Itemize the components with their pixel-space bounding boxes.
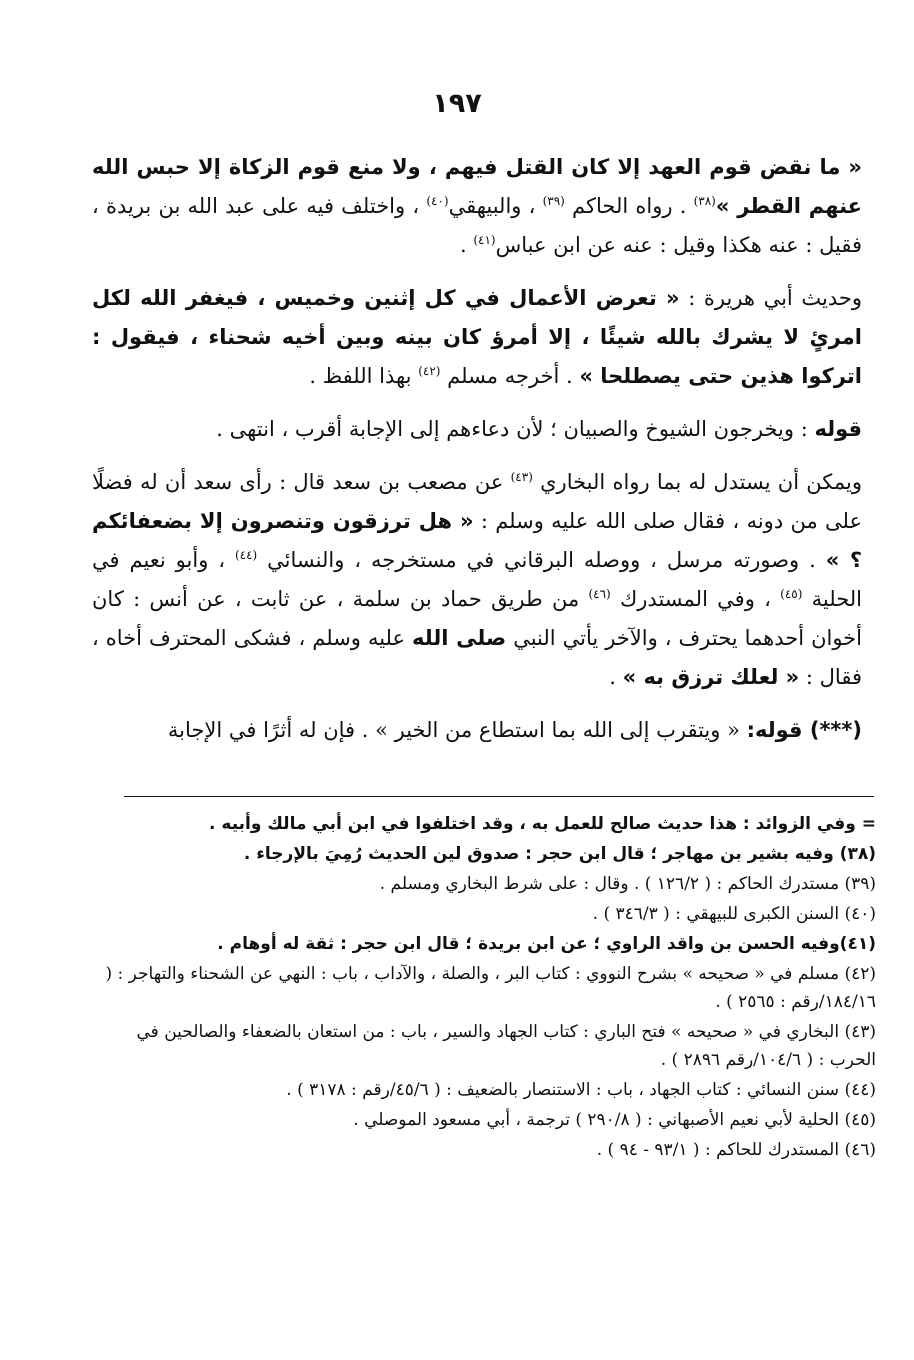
main-text — [92, 148, 862, 750]
text-span: : ويخرجون الشيوخ والصبيان ؛ لأن دعاءهم إلى الإجابة أقرب ، انتهى . — [216, 417, 815, 441]
hadith-quote: « ما نقض قوم العهد إلا كان القتل فيهم ، ولا منع قوم الزكاة إلا حبس الله عنهم القطر » — [92, 155, 863, 218]
quote-label: (***) قوله: — [746, 718, 862, 742]
text-span: وحديث أبي هريرة : — [679, 286, 862, 310]
footnote-divider — [124, 796, 874, 797]
footnote-40: (٤٠) السنن الكبرى للبيهقي : ( ٣٤٦/٣ ) . — [592, 904, 876, 924]
text-span: « ويتقرب إلى الله بما استطاع من الخير » . فإن له أثرًا في الإجابة — [167, 718, 747, 742]
text-span: عليه وسلم ، فشكى المحترف أخاه ، فقال : — [92, 626, 862, 689]
footnote-continuation: = وفي الزوائد : هذا حديث صالح للعمل به ، وقد اختلفوا في ابن أبي مالك وأبيه . — [209, 814, 876, 834]
footnote-42: (٤٢) مسلم في « صحيحه » بشرح النووي : كتاب البر ، والصلة ، والآداب ، باب : النهي عن الشحناء والتهاجر : ( ١٨٤/١٦/رقم : ٢٥٦٥ ) . — [105, 964, 876, 1012]
paragraph-3 — [92, 410, 862, 449]
text-span: . — [459, 233, 474, 257]
footnote-ref: (٣٩) — [542, 194, 565, 208]
text-span: . أخرجه مسلم — [440, 364, 580, 388]
text-span: من طريق حماد بن سلمة ، عن ثابت ، عن أنس : كان أخوان أحدهما يحترف ، والآخر يأتي النبي — [92, 587, 862, 650]
footnote-38: (٣٨) وفيه بشير بن مهاجر ؛ قال ابن حجر : صدوق لين الحديث رُمِيَ بالإرجاء . — [243, 844, 876, 864]
text-span: . — [609, 665, 623, 689]
footnote-45: (٤٥) الحلية لأبي نعيم الأصبهاني : ( ٢٩٠/٨ ) ترجمة ، أبي مسعود الموصلي . — [353, 1110, 876, 1130]
text-span: بهذا اللفظ . — [309, 364, 419, 388]
footnote-39: (٣٩) مستدرك الحاكم : ( ١٢٦/٢ ) . وقال : على شرط البخاري ومسلم . — [379, 874, 876, 894]
hadith-quote: « هل ترزقون وتنصرون إلا بضعفائكم ؟ » — [92, 509, 863, 572]
footnotes — [86, 810, 876, 1166]
text-span: ويمكن أن يستدل له بما رواه البخاري — [532, 470, 862, 494]
paragraph-4 — [92, 463, 862, 697]
hadith-quote: « تعرض الأعمال في كل إثنين وخميس ، فيغفر الله لكل امرئٍ لا يشرك بالله شيئًا ، إلا أمرؤ كان بينه وبين أخيه شحناء ، فيقول : اتركوا هذين حتى يصطلحا » — [92, 286, 862, 388]
footnote-ref: (٤٠) — [426, 194, 449, 208]
text-span: ، واختلف فيه على عبد الله بن بريدة ، فقيل : عنه هكذا وقيل : عنه عن ابن عباس — [92, 194, 862, 257]
text-span: عن مصعب بن سعد قال : رأى سعد أن له فضلًا على من دونه ، فقال صلى الله عليه وسلم : — [92, 470, 862, 533]
footnote-41: (٤١)وفيه الحسن بن واقد الراوي ؛ عن ابن بريدة ؛ قال ابن حجر : ثقة له أوهام . — [217, 934, 876, 954]
page-number: ١٩٧ — [432, 88, 482, 119]
hadith-quote: « لعلك ترزق به » — [622, 665, 800, 689]
footnote-ref: (٤١) — [473, 233, 496, 247]
footnote-44: (٤٤) سنن النسائي : كتاب الجهاد ، باب : الاستنصار بالضعيف : ( ٤٥/٦/رقم : ٣١٧٨ ) . — [286, 1080, 876, 1100]
text-span: . رواه الحاكم — [564, 194, 694, 218]
footnote-ref: (٤٥) — [780, 587, 803, 601]
text-span: ، وأبو نعيم في الحلية — [92, 548, 862, 611]
footnote-ref: (٣٨) — [693, 194, 716, 208]
paragraph-5 — [92, 711, 862, 750]
paragraph-2 — [92, 279, 862, 396]
footnote-ref: (٤٣) — [510, 470, 533, 484]
footnote-ref: (٤٢) — [418, 364, 441, 378]
footnote-ref: (٤٦) — [588, 587, 611, 601]
text-span: ، وفي المستدرك — [610, 587, 781, 611]
footnote-43: (٤٣) البخاري في « صحيحه » فتح الباري : كتاب الجهاد والسير ، باب : من استعان بالضعفاء والصالحين في الحرب : ( ١٠٤/٦/رقم ٢٨٩٦ ) . — [136, 1022, 876, 1070]
footnote-ref: (٤٤) — [234, 548, 258, 562]
bold-span: صلى الله — [412, 626, 507, 650]
footnote-46: (٤٦) المستدرك للحاكم : ( ٩٣/١ - ٩٤ ) . — [596, 1140, 876, 1160]
paragraph-1 — [92, 148, 862, 265]
text-span: ، والبيهقي — [448, 194, 543, 218]
text-span: . وصورته مرسل ، ووصله البرقاني في مستخرجه ، والنسائي — [257, 548, 826, 572]
quote-label: قوله — [814, 417, 862, 441]
